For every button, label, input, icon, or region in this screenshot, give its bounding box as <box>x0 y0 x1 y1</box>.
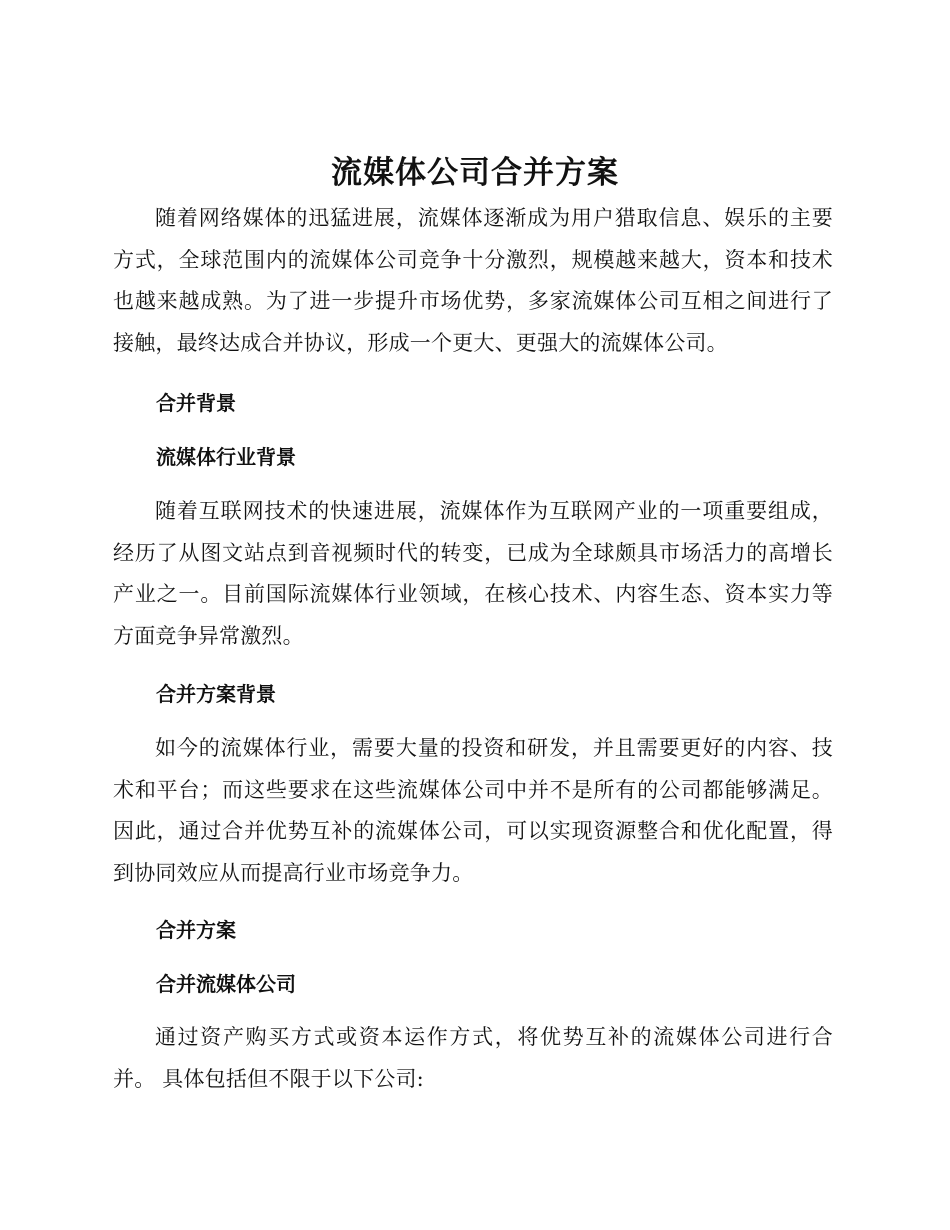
section-heading-background: 合并背景 <box>156 391 236 415</box>
document-title: 流媒体公司合并方案 <box>331 155 619 191</box>
intro-paragraph: 随着网络媒体的迅猛进展，流媒体逐渐成为用户猎取信息、娱乐的主要方式，全球范围内的流媒体公司竞争十分激烈，规模越来越大，资本和技术也越来越成熟。为了进一步提升市场优势，多家流媒体公司互相之间进行了接触，最终达成合并协议，形成一个更大、更强大的流媒体公司。 <box>113 206 833 355</box>
merge-companies-paragraph: 通过资产购买方式或资本运作方式，将优势互补的流媒体公司进行合并。 具体包括但不限于以下公司: <box>113 1025 833 1091</box>
section-heading-merge-plan: 合并方案 <box>156 918 236 942</box>
industry-background-paragraph: 随着互联网技术的快速进展，流媒体作为互联网产业的一项重要组成，经历了从图文站点到音视频时代的转变，已成为全球颇具市场活力的高增长产业之一。目前国际流媒体行业领域，在核心技术、内容生态、资本实力等方面竞争异常激烈。 <box>113 499 833 648</box>
plan-background-paragraph: 如今的流媒体行业，需要大量的投资和研发，并且需要更好的内容、技术和平台；而这些要求在这些流媒体公司中并不是所有的公司都能够满足。因此，通过合并优势互补的流媒体公司，可以实现资源整合和优化配置，得到协同效应从而提高行业市场竞争力。 <box>113 736 833 885</box>
subheading-plan-background: 合并方案背景 <box>156 682 276 706</box>
subheading-industry-background: 流媒体行业背景 <box>156 445 296 469</box>
subheading-merge-companies: 合并流媒体公司 <box>156 972 296 996</box>
